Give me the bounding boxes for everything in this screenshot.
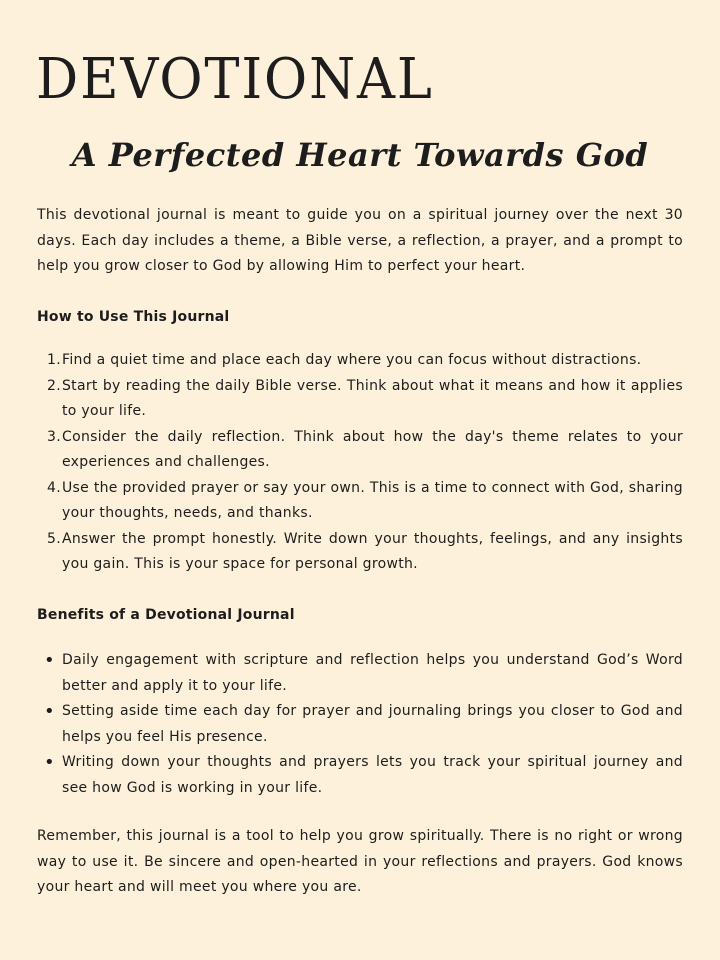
benefit-text: Daily engagement with scripture and reflection helps you understand God’s Word better and apply it to your life.	[62, 652, 683, 694]
closing-paragraph: Remember, this journal is a tool to help you grow spiritually. There is no right or wrong way to use it. Be sincere and open-hearted in your reflections and prayers. God knows your heart and will meet you where you are.	[37, 828, 683, 895]
bullet-icon: •	[44, 752, 55, 773]
bullet-icon: •	[44, 701, 55, 722]
benefit-item	[37, 699, 683, 750]
benefit-text: Writing down your thoughts and prayers lets you track your spiritual journey and see how God is working in your life.	[62, 754, 683, 796]
page-subtitle: A Perfected Heart Towards God	[71, 136, 649, 174]
step-item	[37, 374, 683, 425]
intro-paragraph: This devotional journal is meant to guide you on a spiritual journey over the next 30 days. Each day includes a theme, a Bible verse, a reflection, a prayer, and a prompt to help you grow closer to God by allowing Him to perfect your heart.	[37, 207, 683, 274]
step-text: Find a quiet time and place each day where you can focus without distractions.	[62, 352, 642, 368]
step-item	[37, 425, 683, 476]
step-text: Start by reading the daily Bible verse. Think about what it means and how it applies to your life.	[62, 377, 683, 419]
page-title: DEVOTIONAL	[36, 47, 434, 112]
step-number: 4.	[47, 479, 61, 496]
bullet-icon: •	[44, 650, 55, 671]
step-number: 5.	[47, 530, 61, 547]
step-item	[37, 348, 683, 374]
step-text: Consider the daily reflection. Think about how the day's theme relates to your experiences and challenges.	[62, 428, 683, 470]
step-item	[37, 527, 683, 578]
step-number: 3.	[47, 428, 61, 445]
how-to-use-steps	[37, 348, 683, 578]
step-number: 2.	[47, 377, 61, 394]
step-number: 1.	[47, 352, 61, 368]
benefit-item	[37, 648, 683, 699]
step-text: Answer the prompt honestly. Write down your thoughts, feelings, and any insights you gain. This is your space for personal growth.	[62, 530, 683, 572]
step-item	[37, 476, 683, 527]
step-text: Use the provided prayer or say your own. This is a time to connect with God, sharing your thoughts, needs, and thanks.	[62, 479, 683, 521]
benefits-heading: Benefits of a Devotional Journal	[37, 607, 295, 623]
how-to-use-heading: How to Use This Journal	[37, 309, 230, 325]
benefit-text: Setting aside time each day for prayer and journaling brings you closer to God and helps you feel His presence.	[62, 703, 683, 745]
benefit-item	[37, 750, 683, 801]
benefits-list	[37, 648, 683, 801]
